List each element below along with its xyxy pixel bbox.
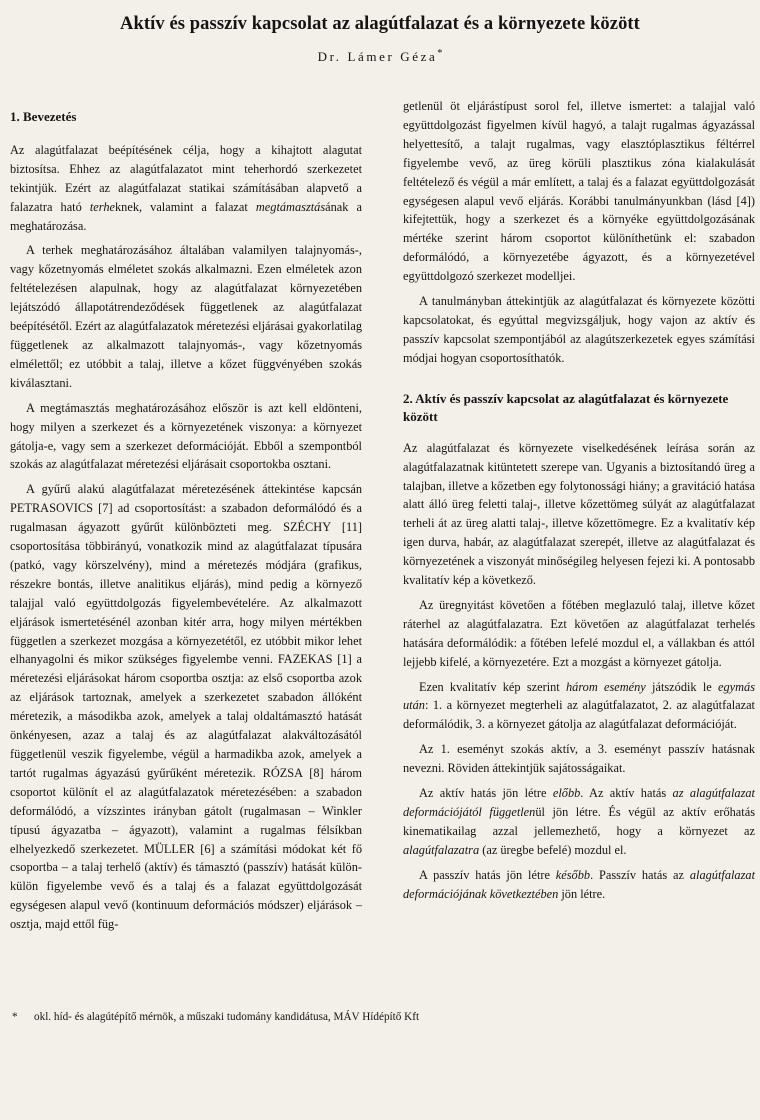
text-run: jön létre. (558, 886, 606, 901)
text-run: Az alagútfalazat beépítésének célja, hogy a kihajtott alagutat biztosítsa. Ehhez az alagútfalazatot mint teherhordó szerkezetet tekintjük. Ezért az alagútfalazat statikai számításában alapvető a falazatra ható (10, 142, 362, 214)
text-run: Ezen kvalitatív kép szerint (419, 679, 566, 694)
section-1-paragraph-2: A terhek meghatározásához általában valamilyen talajnyomás-, vagy kőzetnyomás elméletet szokás alkalmazni. Ezen elméletek azon feltételezésen alapulnak, hogy az alagútfalazat környezetében lejátszódó állapotátrendeződések függetlenek az alagútfalazat beépítésétől. Ezért az alagútfalazatok méretezési eljárásai gyakorlatilag függetlenek az alkalmazott talajnyomás-, vagy kőzetnyomás elmélettől; ez utóbbit a talaj, illetve a kőzet függvényében szokás kiválasztani. (10, 243, 362, 390)
page-title: Aktív és passzív kapcsolat az alagútfalazat és a környezete között (120, 14, 640, 34)
emphasis-run: alagútfalazatra (403, 842, 480, 857)
emphasis-run: megtámasztás (255, 199, 326, 214)
text-run: Az aktív hatás jön létre (419, 786, 553, 801)
section-2-paragraph-4: Az 1. eseményt szokás aktív, a 3. eseményt passzív hatásnak nevezni. Röviden áttekintjük sajátosságaikat. (403, 742, 755, 776)
footnote-text: okl. híd- és alagútépítő mérnök, a műszaki tudomány kandidátusa, MÁV Hídépítő Kft (34, 1011, 420, 1023)
section-1-paragraph-3: A megtámasztás meghatározásához először is azt kell eldönteni, hogy milyen a szerkezet és a környezetének viszonya: a környezet gátolja-e, vagy sem a szerkezet deformációját. Ebből a szempontból szokás az alagútfalazat méretezési eljárásait csoportokba osztani. (10, 400, 362, 472)
text-run: : 1. a környezet megterheli az alagútfalazatot, 2. az alagútfalazat deformálódik, 3. a környezet gátolja az alagútfalazat deformációját. (403, 698, 755, 732)
section-1-paragraph-5: A tanulmányban áttekintjük az alagútfalazat és környezete közötti kapcsolatokat, és egyúttal megvizsgáljuk, hogy vajon az aktív és passzív kapcsolat szempontjából az alagútszerkezetek egyes számítási módjai hogyan csoportosíthatók. (403, 294, 755, 365)
section-2-paragraph-6 (403, 866, 755, 904)
footnote (12, 1011, 752, 1023)
section-2-paragraph-2: Az üregnyitást követően a főtében meglazuló talaj, illetve kőzet ráterhel az alagútfalazatra. Ezt követően az alagútfalazat terhelés hatására deformálódik: a főtében lefelé mozdul el, a vállakban és attól lejjebb kifelé, a környezetére. Ezt a mozgást a környezet gátolja. (403, 597, 755, 669)
section-1-heading: 1. Bevezetés (10, 109, 77, 124)
emphasis-run: terhe (89, 199, 115, 214)
emphasis-run: egymás után (403, 679, 756, 713)
author-footnote-mark: * (437, 48, 443, 59)
section-2-paragraph-1: Az alagútfalazat és környezete viselkedésének leírása során az alagútfalazatnak kitüntetett szerepe van. Ugyanis a biztosítandó üreg a talajban, illetve a kőzetben egy folytonossági hiány; a gravitáció hatása alatt álló üreg feletti talaj-, illetve kőzettömeg súlyát az alagútfalazat terheli át az üreg alatti talaj-, illetve kőzettömegre. Ez a kvalitatív kép igen durva, habár, az alagútfalazat szerepét, illetve az alagútfalazat és környezetének a viszonyát minőségileg helyesen fejezi ki. A pontosabb kvalitatív kép a következő. (403, 440, 755, 588)
section-1-paragraph-1 (10, 141, 362, 236)
text-run: ül jön létre. És végül az aktív erőhatás kinematikailag azzal jellemezhető, hogy a környezet az (403, 805, 755, 838)
emphasis-run: előbb (552, 786, 581, 801)
text-run: . Az aktív hatás (580, 786, 673, 801)
section-2-heading: 2. Aktív és passzív kapcsolat az alagútfalazat és környezete között (403, 390, 729, 425)
emphasis-run: három esemény (565, 679, 646, 694)
text-run: A passzív hatás jön létre (419, 867, 556, 882)
section-1-paragraph-4-continued: getlenül öt eljárástípust sorol fel, illetve ismertet: a talajjal való együttdolgozást figyelmen kívül hagyó, a talajt rugalmas ágyazással helyettesítő, a talajt rugalmas, vagy elasztóplasztikus féltérrel figyelembe vevő, az üreg körüli plasztikus zóna kialakulását feltételező és végül a már említett, a talaj és a falazat együttdolgozását egységesen alapul vevő eljárás. Korábbi tanulmányunkban (lásd [4]) kifejtettük, hogy a szerkezet és a környéke együttdolgozásának mértéke szerint három csoportot különíthetünk el: szabadon deformálódó, a környezetébe ágyazott, és a környezetével együttdolgozó szerkezet modelljei. (403, 99, 755, 284)
author-name: Dr. Lámer Géza (317, 49, 438, 64)
emphasis-run: később (555, 867, 591, 882)
text-run: játszódik le (645, 679, 718, 694)
emphasis-run: alagútfalazat deformációjának következtében (403, 867, 755, 901)
text-run: ának a meghatározása. (10, 199, 362, 233)
author-line (0, 48, 760, 65)
section-2-paragraph-5 (403, 784, 755, 860)
section-2-paragraph-3 (403, 678, 755, 735)
text-run: (az üregbe befelé) mozdul el. (479, 842, 627, 857)
left-column (10, 108, 362, 940)
text-run: knek, valamint a falazat (115, 199, 256, 214)
section-1-paragraph-4: A gyűrű alakú alagútfalazat méretezésének áttekintése kapcsán PETRASOVICS [7] ad csoportosítást: a szabadon deformálódó és a rugalmasan ágyazott gyűrűt különbözteti meg. SZÉCHY [11] csoportosítása többirányú, vonatkozik mind az alagútfalazat típusára (patkó, vagy körszelvény), mind a méretezés módjára (grafikus, részekre bontás, illetve analitikus eljárás), mind pedig a környező talajjal való együttdolgozás figyelembevételére. Az alkalmazott eljárások ismertetésénél azonban kitér arra, hogy milyen mértékben független a szerkezet mozgása a környezetétől, ez utóbbit mikor lehet elhanyagolni és mikor szükséges figyelembe venni. FAZEKAS [1] a méretezési eljárásokat három csoportba osztja: az első csoportba azok az eljárások tartoznak, amelyek a szerkezetet szabadon állóként méretezik, a másodikba azok, amelyek a talaj oldaltámasztó hatását önkényesen, azaz a talaj és az alagútfalazat alakváltozásától függetlenül veszik figyelembe, végül a harmadikba azok, amelyek a tartót rugalmas ágyazású gyűrűként méretezik. RÓZSA [8] három csoportot különít el az alagútfalazatok méretezésében: a szabadon deformálódó, a vízszintes irányban gátolt (rugalmasan – Winkler típusú ágyazatba – ágyazott), valamint a rugalmas félsíkban elhelyezkedő szerkezetet. MÜLLER [6] a számítási módokat két fő csoportba – a talaj terhelő (aktív) és támasztó (passzív) hatását külön-külön figyelembe vevő és a talaj és a falazat együttdolgozását egységesen alapul vevő (kontinuum deformációs módszer) eljárások – osztja, majd ettől füg- (10, 482, 362, 932)
emphasis-run: az alagútfalazat deformációjától független (403, 786, 755, 819)
text-run: . Passzív hatás az (590, 867, 690, 882)
right-column (403, 97, 755, 910)
footnote-mark: * (12, 1011, 18, 1023)
